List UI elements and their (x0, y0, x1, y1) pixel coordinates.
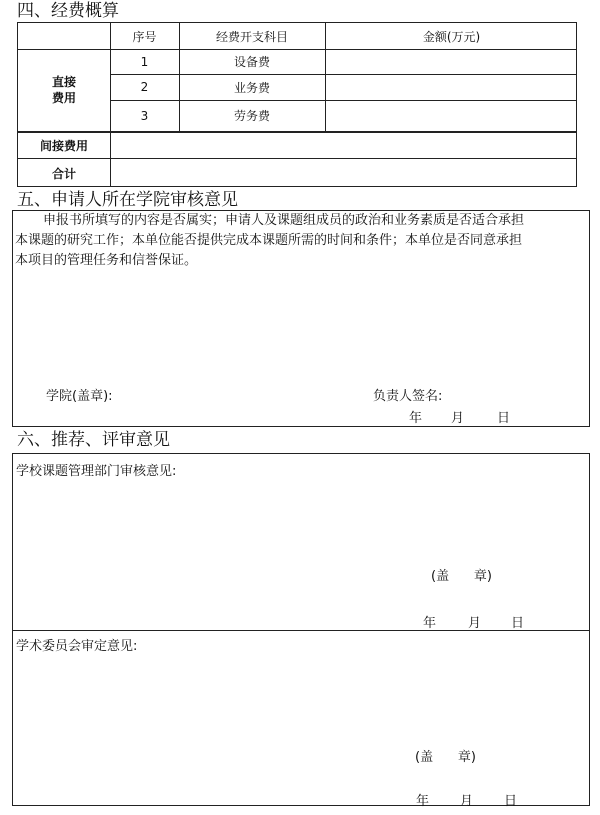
row2-amount[interactable] (325, 74, 578, 100)
row3-item: 劳务费 (233, 109, 270, 123)
college-opinion-box[interactable] (12, 210, 590, 427)
paragraph-line2: 本课题的研究工作；本单位能否提供完成本课题所需的时间和条件；本单位是否同意承担 (15, 233, 523, 248)
total-value[interactable] (110, 159, 578, 187)
committee-date-year: 年 (416, 794, 430, 809)
paragraph-line1: 申报书所填写的内容是否属实；申请人及课题组成员的政治和业务素质是否适合承担 (43, 213, 525, 228)
date-day: 日 (497, 411, 511, 426)
school-opinion-label: 学校课题管理部门审核意见: (16, 464, 177, 479)
committee-date-month: 月 (460, 794, 474, 809)
row1-item: 设备费 (233, 55, 270, 69)
row3-no: 3 (140, 108, 149, 123)
section4-heading: 四、经费概算 (17, 1, 119, 21)
committee-opinion-label: 学术委员会审定意见: (16, 639, 138, 654)
direct-cost-label-line1: 直接 (51, 75, 76, 89)
row2-item: 业务费 (233, 80, 270, 95)
direct-cost-label (18, 49, 110, 131)
paragraph-line3: 本项目的管理任务和信誉保证。 (15, 253, 198, 268)
school-date-year: 年 (423, 616, 437, 631)
section5-heading: 五、申请人所在学院审核意见 (17, 190, 238, 210)
recommendation-box (12, 453, 590, 809)
committee-seal: (盖 章) (415, 750, 476, 765)
header-item: 经费开支科目 (215, 29, 288, 44)
row1-amount[interactable] (325, 49, 578, 74)
indirect-cost-value[interactable] (110, 132, 578, 158)
section6-heading: 六、推荐、评审意见 (17, 430, 170, 450)
school-date-day: 日 (511, 616, 525, 631)
committee-opinion-area[interactable] (13, 654, 591, 804)
committee-date-day: 日 (504, 794, 518, 809)
signature-label: 负责人签名: (373, 389, 443, 404)
row2-no: 2 (140, 80, 149, 94)
row1-no: 1 (140, 54, 149, 69)
college-seal-label: 学院(盖章): (46, 389, 113, 404)
row3-amount[interactable] (325, 100, 578, 131)
indirect-cost-label: 间接费用 (39, 138, 88, 153)
total-label: 合计 (51, 166, 76, 181)
budget-table (17, 22, 577, 187)
school-opinion-area[interactable] (13, 479, 591, 624)
header-no: 序号 (132, 29, 157, 44)
school-seal: (盖 章) (431, 569, 492, 584)
date-year: 年 (409, 411, 423, 426)
date-month: 月 (451, 411, 465, 426)
header-amount: 金额(万元) (422, 29, 481, 44)
direct-cost-label-line2: 费用 (51, 91, 76, 105)
school-date-month: 月 (468, 616, 482, 631)
